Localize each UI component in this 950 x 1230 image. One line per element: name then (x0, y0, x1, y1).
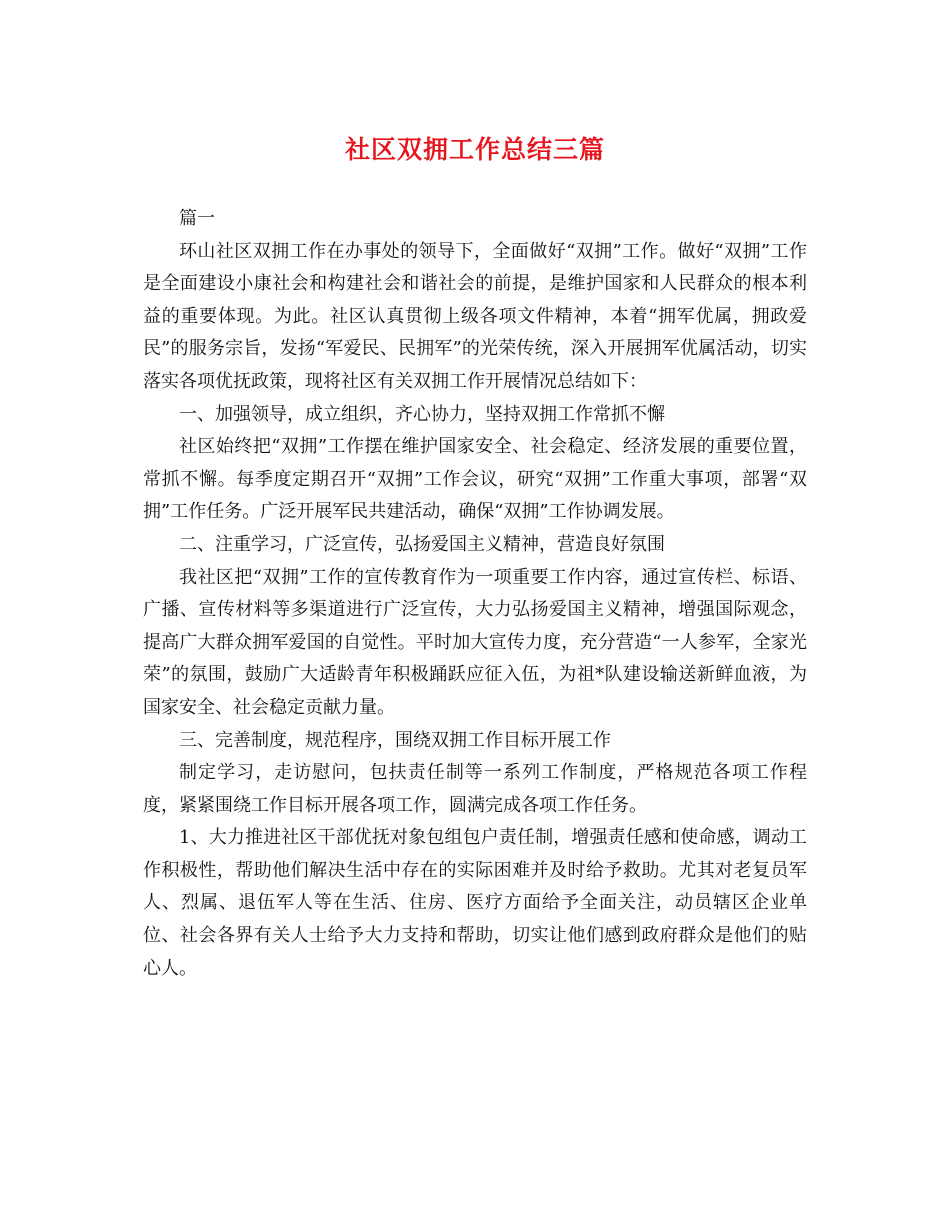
section-paragraph-3: 制定学习，走访慰问，包扶责任制等一系列工作制度，严格规范各项工作程度，紧紧围绕工作目标开展各项工作，圆满完成各项工作任务。 (143, 762, 807, 816)
section-heading-part-one: 篇一 (179, 208, 215, 229)
numbered-paragraph-1: 1、大力推进社区干部优抚对象包组包户责任制，增强责任感和使命感，调动工作积极性，帮助他们解决生活中存在的实际困难并及时给予救助。尤其对老复员军人、烈属、退伍军人等在生活、住房、医疗方面给予全面关注，动员辖区企业单位、社会各界有关人士给予大力支持和帮助，切实让他们感到政府群众是他们的贴心人。 (143, 827, 807, 979)
document-title: 社区双拥工作总结三篇 (344, 135, 605, 164)
section-heading-1: 一、加强领导，成立组织，齐心协力，坚持双拥工作常抓不懈 (179, 403, 665, 425)
section-heading-3: 三、完善制度，规范程序，围绕双拥工作目标开展工作 (179, 729, 611, 751)
section-heading-2: 二、注重学习，广泛宣传，弘扬爱国主义精神，营造良好氛围 (179, 533, 665, 555)
document-body (143, 203, 807, 985)
section-paragraph-1: 社区始终把“双拥”工作摆在维护国家安全、社会稳定、经济发展的重要位置，常抓不懈。每季度定期召开“双拥”工作会议，研究“双拥”工作重大事项，部署“双拥”工作任务。广泛开展军民共建活动，确保“双拥”工作协调发展。 (143, 436, 807, 523)
section-paragraph-2: 我社区把“双拥”工作的宣传教育作为一项重要工作内容，通过宣传栏、标语、广播、宣传材料等多渠道进行广泛宣传，大力弘扬爱国主义精神，增强国际观念，提高广大群众拥军爱国的自觉性。平时加大宣传力度，充分营造“一人参军，全家光荣”的氛围，鼓励广大适龄青年积极踊跃应征入伍，为祖*队建设输送新鲜血液，为国家安全、社会稳定贡献力量。 (143, 566, 807, 718)
intro-paragraph: 环山社区双拥工作在办事处的领导下，全面做好“双拥”工作。做好“双拥”工作是全面建设小康社会和构建社会和谐社会的前提，是维护国家和人民群众的根本利益的重要体现。为此。社区认真贯彻上级各项文件精神，本着“拥军优属，拥政爱民”的服务宗旨，发扬“军爱民、民拥军”的光荣传统，深入开展拥军优属活动，切实落实各项优抚政策，现将社区有关双拥工作开展情况总结如下： (143, 240, 807, 392)
